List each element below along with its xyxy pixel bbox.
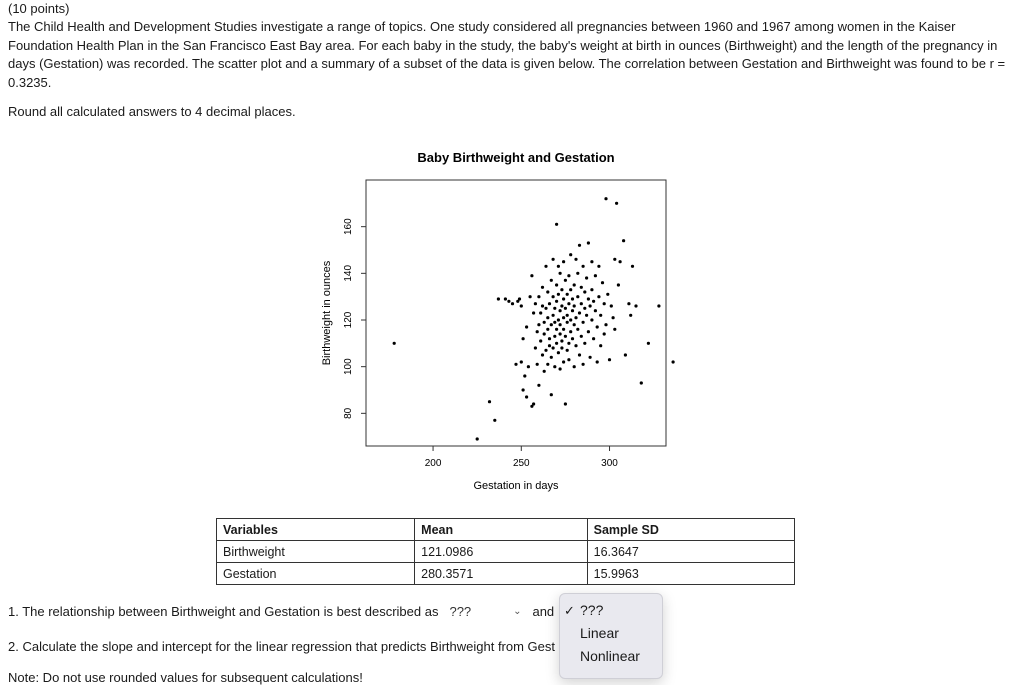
scatter-point [562, 360, 565, 363]
scatter-point [548, 344, 551, 347]
scatter-point [576, 272, 579, 275]
scatter-point [582, 265, 585, 268]
y-tick-label: 120 [343, 311, 354, 329]
scatter-point [567, 302, 570, 305]
scatter-point [585, 276, 588, 279]
scatter-point [560, 304, 563, 307]
table-cell: 15.9963 [587, 563, 794, 585]
y-tick-label: 160 [343, 218, 354, 236]
scatter-point [580, 286, 583, 289]
scatter-point [608, 358, 611, 361]
summary-table [216, 518, 795, 585]
scatter-point [553, 365, 556, 368]
scatter-point [553, 307, 556, 310]
scatter-point [603, 302, 606, 305]
scatter-point [594, 274, 597, 277]
scatter-point [557, 318, 560, 321]
scatter-point [559, 309, 562, 312]
scatter-point [613, 258, 616, 261]
scatter-point [578, 311, 581, 314]
scatter-point [562, 328, 565, 331]
scatter-point [532, 311, 535, 314]
chart-title: Baby Birthweight and Gestation [417, 150, 615, 165]
scatter-point [488, 400, 491, 403]
scatter-point [546, 328, 549, 331]
table-row [217, 541, 795, 563]
scatter-point [546, 316, 549, 319]
data-points [393, 197, 675, 441]
scatter-point [574, 316, 577, 319]
scatter-point [580, 335, 583, 338]
table-header-cell: Sample SD [587, 519, 794, 541]
question-2-text: 2. Calculate the slope and intercept for the linear regression that predicts Birthweight from Gest [8, 639, 556, 654]
dropdown-option-unselected[interactable] [560, 599, 662, 622]
chevron-down-icon: ⌄ [513, 605, 522, 617]
scatter-point [640, 381, 643, 384]
y-tick-label: 80 [343, 407, 354, 419]
scatter-point [552, 295, 555, 298]
scatter-point [583, 342, 586, 345]
scatter-point [537, 295, 540, 298]
scatter-point [550, 393, 553, 396]
scatter-point [527, 365, 530, 368]
scatter-point [629, 314, 632, 317]
x-tick-label: 250 [512, 458, 530, 469]
scatter-point [555, 283, 558, 286]
question-1 [8, 600, 554, 622]
scatter-point [557, 293, 560, 296]
scatter-point [617, 283, 620, 286]
scatter-point [587, 330, 590, 333]
x-axis-label: Gestation in days [473, 480, 559, 492]
scatter-point [555, 223, 558, 226]
scatter-point [619, 260, 622, 263]
scatter-point [550, 356, 553, 359]
scatter-point [599, 344, 602, 347]
scatter-point [541, 286, 544, 289]
scatter-point [534, 346, 537, 349]
scatter-point [590, 260, 593, 263]
table-cell: Gestation [217, 563, 415, 585]
y-tick-label: 100 [343, 358, 354, 376]
scatter-point [573, 365, 576, 368]
scatter-point [493, 419, 496, 422]
scatter-point [537, 323, 540, 326]
scatter-point [564, 279, 567, 282]
scatter-point [576, 295, 579, 298]
scatter-point [544, 307, 547, 310]
points-label: (10 points) [8, 1, 70, 16]
note-text: Note: Do not use rounded values for subsequent calculations! [8, 670, 363, 685]
scatter-point [562, 316, 565, 319]
scatter-point [541, 304, 544, 307]
problem-intro: The Child Health and Development Studies investigate a range of topics. One study considered all pregnancies between 1960 and 1967 among women in the Kaiser Foundation Health Plan in the San Francisco East Bay area. For each baby in the study, the baby's weight at birth in ounces (Birthweight) and the length of the pregnancy in days (Gestation) was recorded. The scatter plot and a summary of a subset of the data is given below. The correlation between Gestation and Birthweight was found to be r = 0.3235. [8, 19, 1006, 90]
scatter-point [566, 321, 569, 324]
dropdown-option-nonlinear[interactable] [560, 645, 662, 668]
scatter-point [520, 360, 523, 363]
scatter-point [523, 374, 526, 377]
scatter-point [567, 342, 570, 345]
plot-frame [366, 180, 666, 446]
scatter-point [555, 328, 558, 331]
scatter-point [557, 351, 560, 354]
scatter-point [573, 323, 576, 326]
scatter-point [571, 297, 574, 300]
scatter-point [567, 358, 570, 361]
scatter-point [587, 297, 590, 300]
scatter-point [562, 260, 565, 263]
scatter-chart [300, 142, 680, 502]
scatter-point [497, 297, 500, 300]
scatter-point [647, 342, 650, 345]
scatter-point [574, 344, 577, 347]
scatter-point [592, 300, 595, 303]
scatter-point [559, 323, 562, 326]
scatter-point [582, 363, 585, 366]
scatter-point [569, 330, 572, 333]
scatter-point [546, 363, 549, 366]
check-icon: ✓ [564, 603, 575, 618]
scatter-point [555, 342, 558, 345]
scatter-point [543, 332, 546, 335]
scatter-point [539, 311, 542, 314]
x-axis-ticks [425, 446, 619, 469]
scatter-point [580, 302, 583, 305]
scatter-point [604, 197, 607, 200]
scatter-point [525, 395, 528, 398]
scatter-point [631, 265, 634, 268]
scatter-point [530, 274, 533, 277]
scatter-point [476, 437, 479, 440]
scatter-point [603, 332, 606, 335]
scatter-point [559, 367, 562, 370]
scatter-point [534, 302, 537, 305]
dropdown-option-label: Nonlinear [580, 648, 640, 664]
scatter-point [522, 337, 525, 340]
scatter-point [634, 304, 637, 307]
scatter-point [522, 388, 525, 391]
scatter-point [624, 353, 627, 356]
scatter-point [597, 265, 600, 268]
x-tick-label: 300 [601, 458, 618, 469]
relationship-select[interactable] [444, 600, 526, 622]
y-axis-ticks [343, 218, 366, 419]
scatter-point [574, 258, 577, 261]
scatter-point [539, 339, 542, 342]
scatter-point [569, 318, 572, 321]
question-1-text: 1. The relationship between Birthweight and Gestation is best described as [8, 603, 439, 619]
scatter-point [507, 300, 510, 303]
scatter-point [657, 304, 660, 307]
scatter-point [578, 244, 581, 247]
scatter-point [612, 316, 615, 319]
scatter-point [555, 300, 558, 303]
scatter-point [578, 353, 581, 356]
scatter-point [582, 321, 585, 324]
scatter-point [518, 297, 521, 300]
rounding-instruction: Round all calculated answers to 4 decimal places. [8, 104, 296, 119]
scatter-point [583, 307, 586, 310]
scatter-point [622, 239, 625, 242]
scatter-point [550, 279, 553, 282]
scatter-point [615, 202, 618, 205]
scatter-point [552, 346, 555, 349]
scatter-point [520, 304, 523, 307]
scatter-point [583, 290, 586, 293]
scatter-point [597, 295, 600, 298]
scatter-point [613, 328, 616, 331]
scatter-point [514, 363, 517, 366]
scatter-point [571, 309, 574, 312]
scatter-point [564, 335, 567, 338]
scatter-point [559, 332, 562, 335]
scatter-point [525, 325, 528, 328]
table-cell: 16.3647 [587, 541, 794, 563]
scatter-point [511, 302, 514, 305]
scatter-point [596, 325, 599, 328]
scatter-point [544, 349, 547, 352]
scatter-point [548, 337, 551, 340]
scatter-point [566, 293, 569, 296]
relationship-select-value: ??? [449, 603, 472, 619]
scatter-point [546, 290, 549, 293]
scatter-point [504, 297, 507, 300]
scatter-point [592, 337, 595, 340]
table-header-cell: Mean [415, 519, 587, 541]
scatter-point [566, 314, 569, 317]
scatter-point [627, 302, 630, 305]
scatter-point [567, 274, 570, 277]
scatter-point [393, 342, 396, 345]
scatter-point [594, 309, 597, 312]
scatter-point [544, 265, 547, 268]
scatter-point [590, 318, 593, 321]
scatter-point [566, 349, 569, 352]
scatter-point [552, 314, 555, 317]
scatter-point [536, 330, 539, 333]
y-axis-label: Birthweight in ounces [321, 260, 333, 366]
scatter-point [589, 304, 592, 307]
y-tick-label: 140 [343, 264, 354, 282]
table-header-cell: Variables [217, 519, 415, 541]
scatter-point [559, 272, 562, 275]
scatter-point [536, 363, 539, 366]
scatter-point [672, 360, 675, 363]
table-cell: Birthweight [217, 541, 415, 563]
scatter-point [601, 281, 604, 284]
scatter-point [550, 323, 553, 326]
scatter-point [529, 295, 532, 298]
scatter-point [573, 283, 576, 286]
scatter-point [564, 402, 567, 405]
scatter-point [553, 335, 556, 338]
scatter-point [585, 314, 588, 317]
scatter-point [543, 370, 546, 373]
table-row [217, 563, 795, 585]
scatter-point [532, 402, 535, 405]
scatter-point [590, 288, 593, 291]
scatter-point [557, 265, 560, 268]
scatter-point [548, 302, 551, 305]
scatter-point [564, 307, 567, 310]
scatter-point [562, 297, 565, 300]
scatter-point [587, 241, 590, 244]
scatter-point [589, 356, 592, 359]
scatter-point [610, 304, 613, 307]
dropdown-option-label: Linear [580, 625, 619, 641]
scatter-point [553, 321, 556, 324]
question-1-after-text: and [532, 603, 555, 619]
scatter-point [606, 293, 609, 296]
scatter-point [552, 258, 555, 261]
table-cell: 121.0986 [415, 541, 587, 563]
scatter-point [573, 304, 576, 307]
scatter-point [599, 314, 602, 317]
dropdown-option-label: ??? [580, 602, 604, 618]
table-header-row [217, 519, 795, 541]
scatter-point [541, 353, 544, 356]
scatter-point [596, 360, 599, 363]
scatter-point [604, 323, 607, 326]
scatter-point [569, 288, 572, 291]
scatter-point [543, 321, 546, 324]
x-tick-label: 200 [424, 458, 442, 469]
scatter-point [537, 384, 540, 387]
scatter-point [560, 339, 563, 342]
scatter-point [560, 346, 563, 349]
scatter-point [569, 253, 572, 256]
table-cell: 280.3571 [415, 563, 587, 585]
relationship-dropdown-menu [559, 593, 663, 679]
scatter-point [560, 288, 563, 291]
scatter-point [576, 328, 579, 331]
scatter-point [571, 337, 574, 340]
dropdown-option-linear[interactable] [560, 622, 662, 645]
